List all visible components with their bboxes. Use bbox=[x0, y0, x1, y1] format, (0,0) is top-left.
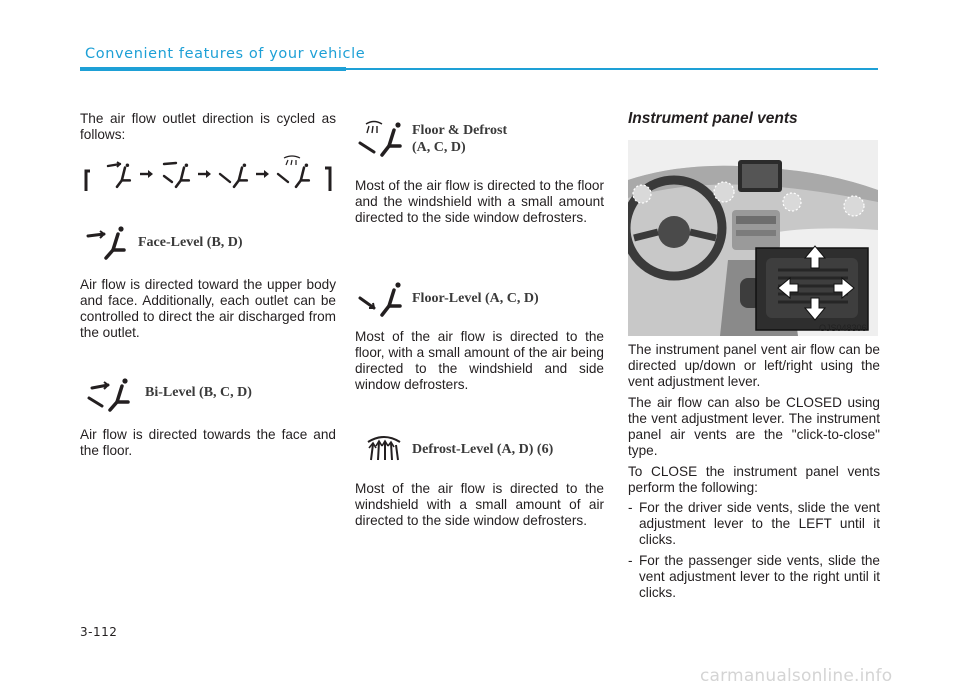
list-item: - For the driver side vents, slide the vent adjustment lever to the LEFT until it clicks. bbox=[628, 500, 880, 547]
floor-level-icon bbox=[358, 280, 406, 320]
header-rule bbox=[346, 68, 878, 70]
bi-level-text: Air flow is directed towards the face and the floor. bbox=[80, 427, 336, 458]
face-level-label: Face-Level (B, D) bbox=[138, 235, 243, 250]
photo-code: OJS048306 bbox=[819, 323, 867, 333]
defrost-level-label: Defrost-Level (A, D) (6) bbox=[412, 442, 554, 457]
floor-defrost-text: Most of the air flow is directed to the floor and the windshield with a small amount directed to the side window defrosters. bbox=[355, 178, 604, 225]
face-level-icon bbox=[86, 224, 130, 260]
vents-paragraph-1: The instrument panel vent air flow can be directed up/down or left/right using the vent adjustment lever. bbox=[628, 342, 880, 389]
section-title: Instrument panel vents bbox=[628, 110, 798, 127]
defrost-level-text: Most of the air flow is directed to the windshield with a small amount of air directed to the side window defrosters. bbox=[355, 481, 604, 528]
vents-paragraph-3: To CLOSE the instrument panel vents perform the following: bbox=[628, 464, 880, 495]
watermark: carmanualsonline.info bbox=[700, 666, 893, 686]
page-number: 3-112 bbox=[80, 625, 118, 639]
list-item: - For the passenger side vents, slide the vent adjustment lever to the right until it clicks. bbox=[628, 553, 880, 600]
bi-level-label: Bi-Level (B, C, D) bbox=[145, 385, 252, 400]
airflow-cycle-diagram bbox=[84, 154, 332, 194]
intro-text: The air flow outlet direction is cycled as follows: bbox=[80, 111, 336, 142]
floor-defrost-label-line2: (A, C, D) bbox=[412, 140, 466, 155]
vents-paragraph-2: The air flow can also be CLOSED using the vent adjustment lever. The instrument panel air vents are the "click-to-close" type. bbox=[628, 395, 880, 458]
section-header: Convenient features of your vehicle bbox=[85, 46, 366, 62]
floor-defrost-icon bbox=[358, 115, 408, 159]
bi-level-icon bbox=[86, 374, 134, 414]
face-level-text: Air flow is directed toward the upper body and face. Additionally, each outlet can be controlled to direct the air discharged from the outlet. bbox=[80, 277, 336, 340]
floor-defrost-label-line1: Floor & Defrost bbox=[412, 123, 508, 138]
floor-level-label: Floor-Level (A, C, D) bbox=[412, 291, 539, 306]
floor-level-text: Most of the air flow is directed to the floor, with a small amount of the air being directed to the windshield and side window defrosters. bbox=[355, 329, 604, 392]
defrost-level-icon bbox=[364, 432, 404, 466]
dashboard-photo bbox=[628, 140, 878, 336]
header-rule-accent bbox=[80, 67, 346, 71]
